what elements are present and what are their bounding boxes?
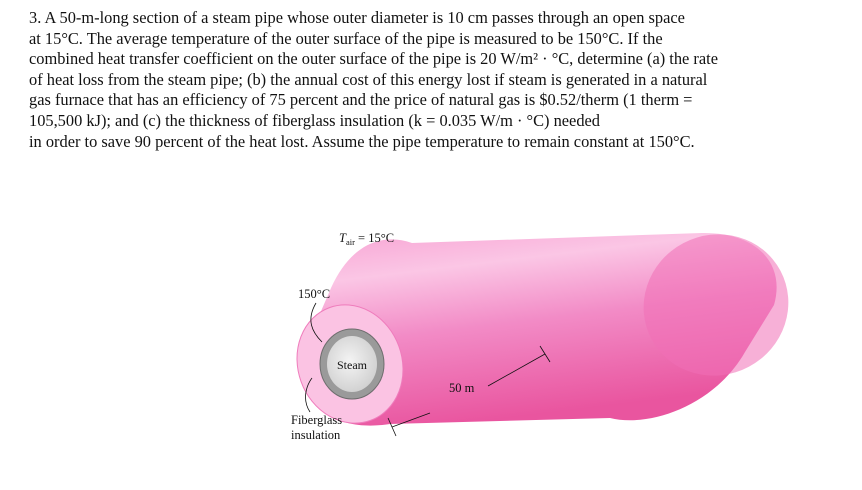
problem-line: combined heat transfer coefficient on the outer surface of the pipe is 20 W/m² · °C, determine (a) the rate: [29, 49, 718, 69]
insulation-label-line1: Fiberglass: [291, 413, 343, 427]
length-label: 50 m: [449, 381, 475, 395]
problem-line: 3. A 50-m-long section of a steam pipe whose outer diameter is 10 cm passes through an open space: [29, 8, 685, 27]
steam-label: Steam: [337, 358, 367, 372]
air-temp-value: = 15°C: [354, 231, 395, 245]
problem-line: at 15°C. The average temperature of the outer surface of the pipe is measured to be 150°C. If the: [29, 28, 663, 48]
pipe-temp-label: 150°C: [298, 287, 331, 301]
problem-line: of heat loss from the steam pipe; (b) the annual cost of this energy lost if steam is generated in a natural: [29, 69, 708, 89]
air-temp-symbol: T: [339, 231, 346, 245]
air-temp-label: [339, 231, 394, 247]
air-temp-subscript: air: [345, 237, 355, 247]
problem-line: in order to save 90 percent of the heat lost. Assume the pipe temperature to remain constant at 150°C.: [29, 131, 695, 151]
problem-line: gas furnace that has an efficiency of 75 percent and the price of natural gas is $0.52/therm (1 therm =: [29, 90, 693, 110]
problem-line: 105,500 kJ); and (c) the thickness of fiberglass insulation (k = 0.035 W/m · °C) needed: [29, 110, 600, 130]
insulation-label-line2: insulation: [291, 428, 341, 442]
